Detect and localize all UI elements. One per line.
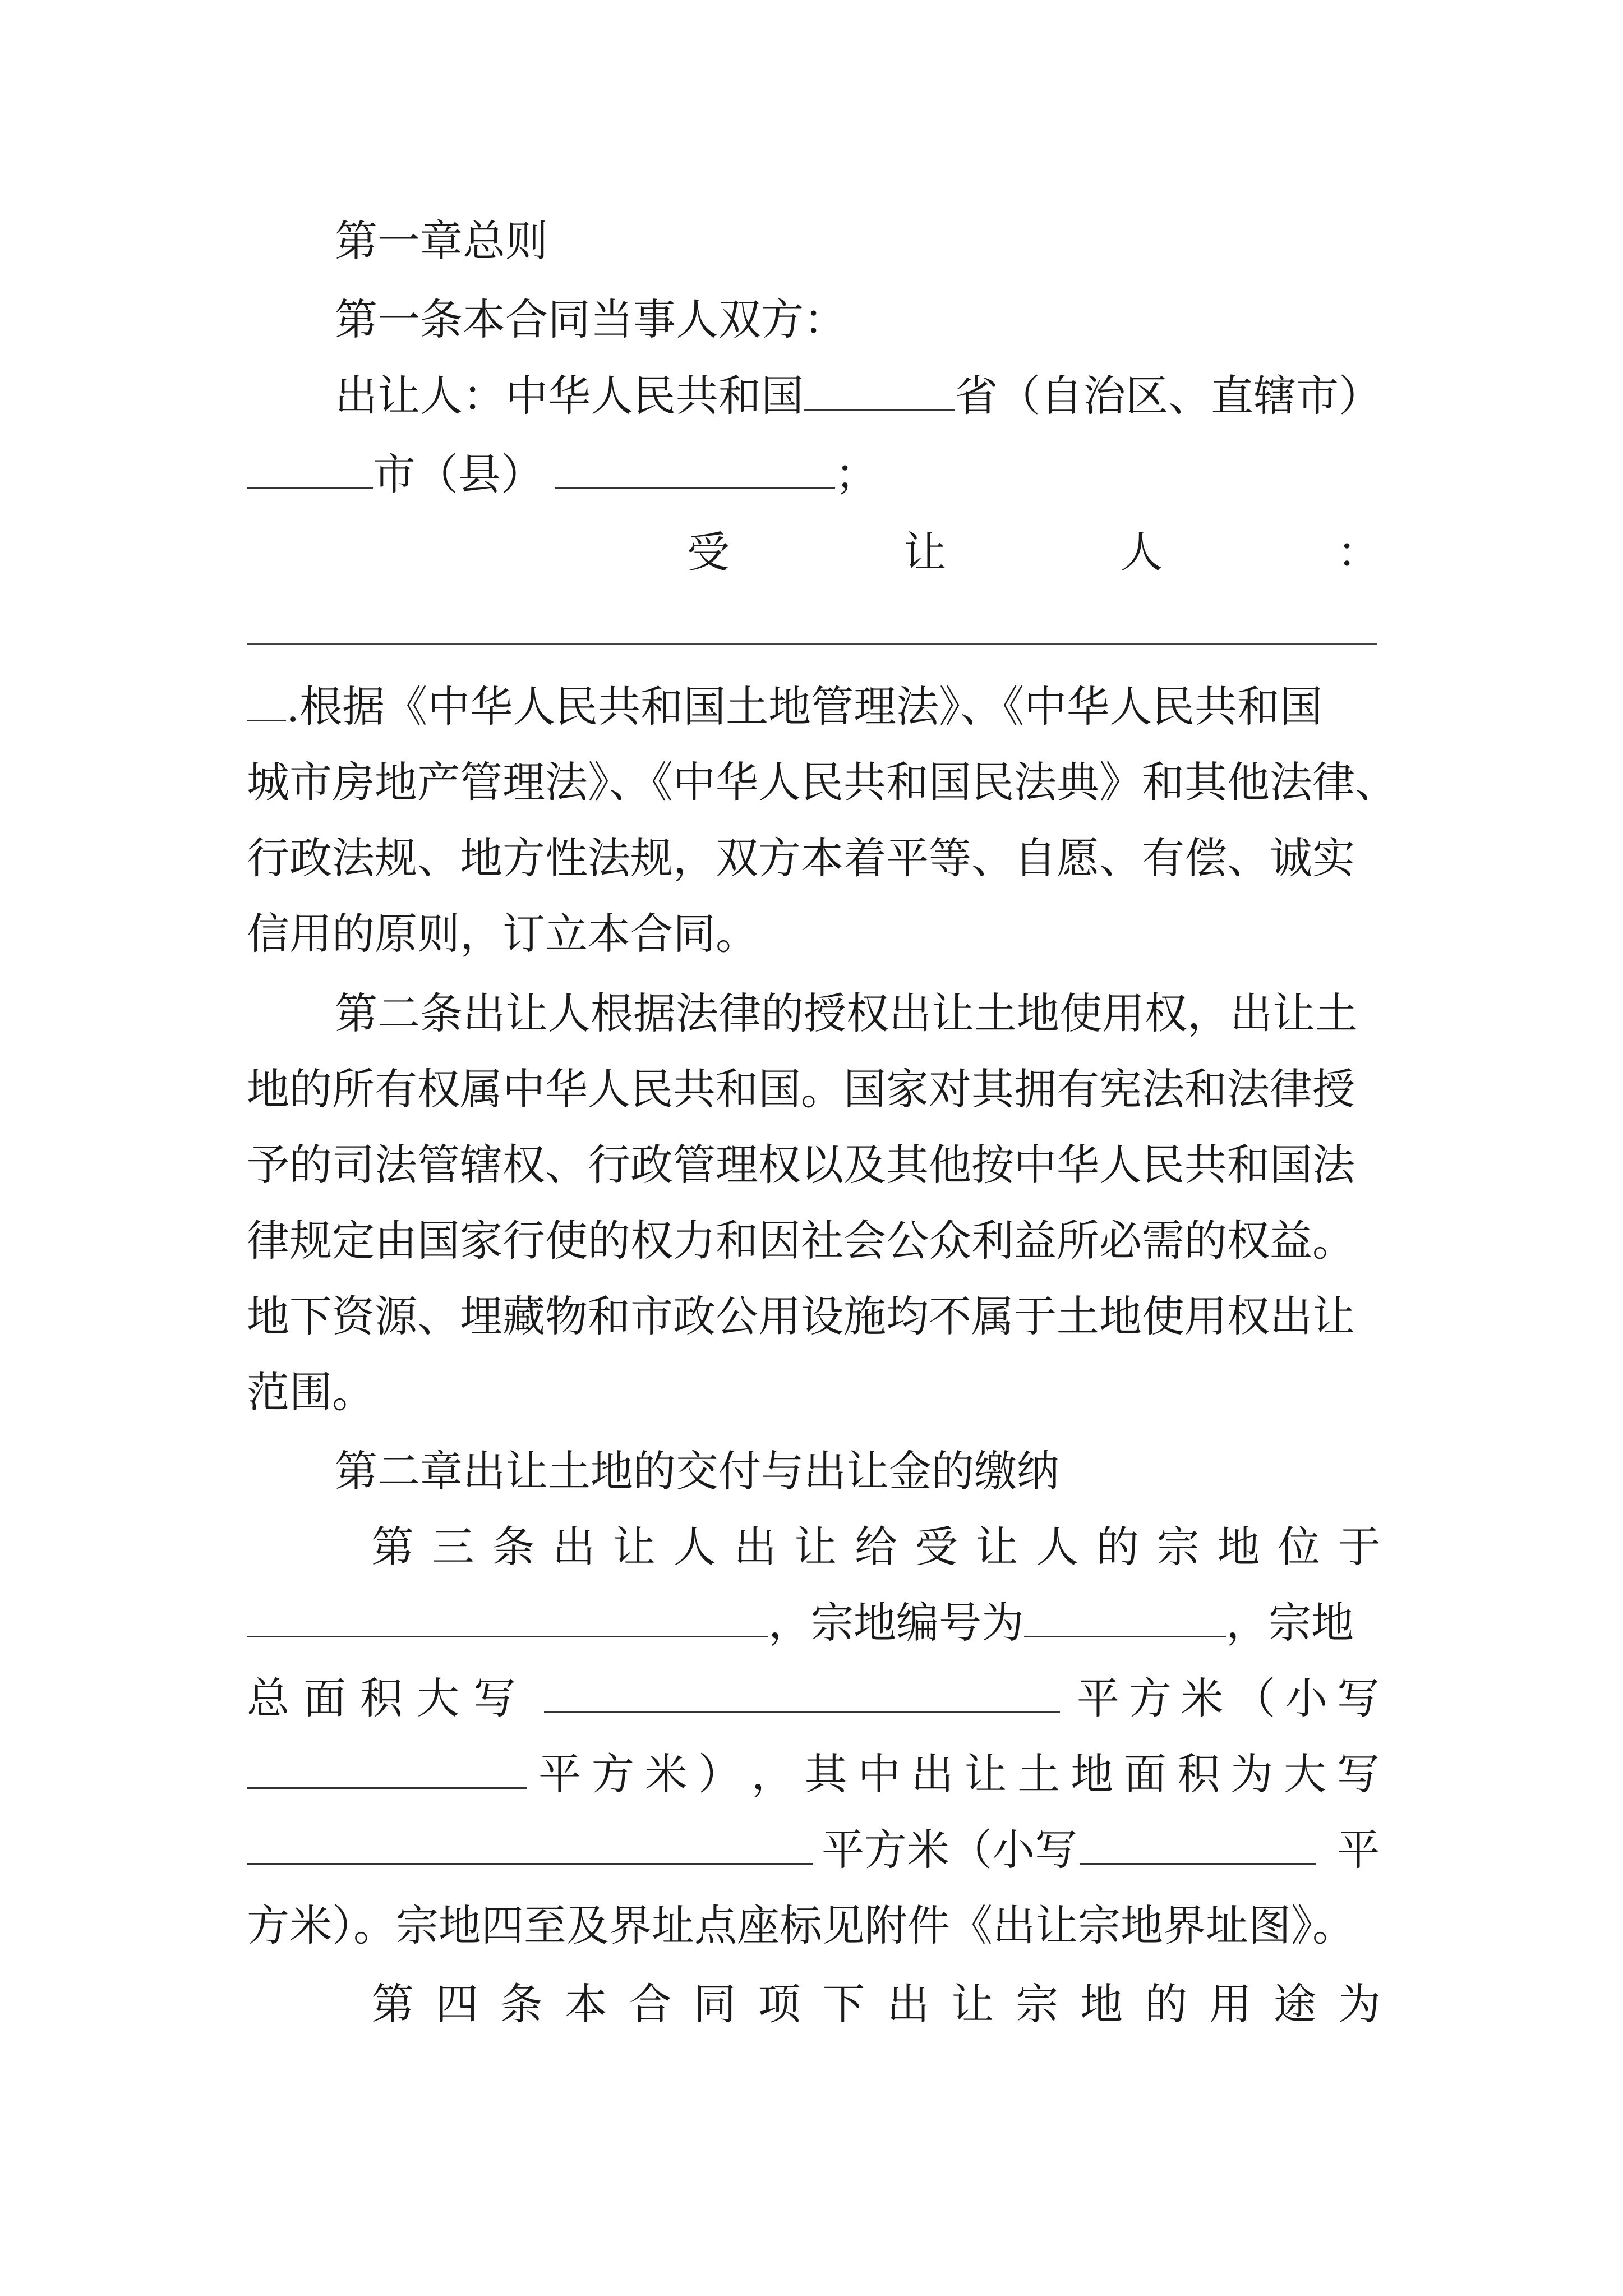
- location-blank[interactable]: [247, 1595, 768, 1637]
- article2-line-4: 律规定由国家行使的权力和因社会公众利益所必需的权益。: [247, 1216, 1355, 1266]
- art3-char: 总: [247, 1673, 289, 1723]
- parcel-no-blank[interactable]: [1024, 1595, 1226, 1637]
- art3-char: 宗: [1156, 1522, 1200, 1572]
- total-area-label: [247, 1671, 516, 1727]
- article3-line-3: [247, 1671, 1380, 1727]
- grantee-tail-blank[interactable]: [247, 679, 286, 721]
- art4-char: 项: [758, 1979, 801, 2029]
- grantee-char: ：: [1336, 527, 1380, 577]
- art3-char: 第: [371, 1522, 414, 1572]
- art3-char: 其: [804, 1749, 847, 1799]
- art3-char: 出: [552, 1522, 596, 1572]
- art3-char: 米: [1181, 1673, 1224, 1723]
- city-blank[interactable]: [247, 447, 373, 489]
- article2-line-6: 范围。: [247, 1367, 375, 1417]
- article2-line-1: 第二条出让人根据法律的授权出让土地使用权，出让土: [335, 988, 1358, 1038]
- art3-char: 出: [734, 1522, 777, 1572]
- art3-char: 地: [1071, 1749, 1114, 1799]
- grantor-end: ；: [835, 449, 878, 499]
- grantor-province: 省（自治区、直辖市）: [955, 371, 1381, 421]
- grantor-city-line: [247, 447, 878, 503]
- art3-char: 人: [673, 1522, 716, 1572]
- grantee-blank-line[interactable]: [247, 643, 1377, 645]
- art4-char: 四: [435, 1979, 478, 2029]
- article3-line-5: [247, 1822, 1380, 1878]
- parcel-no-label: ，宗地编号为: [768, 1598, 1024, 1648]
- art3-char: （: [1233, 1673, 1276, 1723]
- article3-line-1: [371, 1519, 1381, 1575]
- art3-char: ）: [698, 1749, 741, 1799]
- basis-line-4: 信用的原则，订立本合同。: [247, 909, 758, 959]
- art3-char: 让: [964, 1749, 1007, 1799]
- grant-area-blank[interactable]: [247, 1823, 813, 1865]
- art4-char: 本: [564, 1979, 607, 2029]
- art3-char: 平: [1077, 1673, 1119, 1723]
- art3-char: 的: [1096, 1522, 1139, 1572]
- art3-char: 让: [613, 1522, 656, 1572]
- art3-char: 出: [911, 1749, 954, 1799]
- article1-intro: 第一条本合同当事人双方：: [335, 295, 846, 344]
- grantor-prefix: 出让人：中华人民共和国: [335, 371, 804, 421]
- grantor-name-blank[interactable]: [555, 447, 835, 489]
- ping-char: 平: [1337, 1825, 1380, 1875]
- province-blank[interactable]: [804, 369, 955, 411]
- grant-area-label: [538, 1746, 1380, 1802]
- basis-line-2: 城市房地产管理法》、《中华人民共和国民法典》和其他法律、: [247, 757, 1398, 807]
- article2-line-3: 予的司法管辖权、行政管理权以及其他按中华人民共和国法: [247, 1140, 1355, 1190]
- grantor-city: 市（县）: [373, 449, 543, 499]
- basis-line-3: 行政法规、地方性法规，双方本着平等、自愿、有偿、诚实: [247, 833, 1355, 883]
- art4-char: 为: [1338, 1979, 1381, 2029]
- art3-char: 地: [1217, 1522, 1260, 1572]
- art4-char: 第: [371, 1979, 414, 2029]
- grantor-line: [335, 368, 1381, 424]
- art3-char: 小: [1285, 1673, 1328, 1723]
- article2-line-2: 地的所有权属中华人民共和国。国家对其拥有宪法和法律授: [247, 1064, 1355, 1114]
- art3-char: 受: [915, 1522, 958, 1572]
- art3-char: 土: [1017, 1749, 1061, 1799]
- art3-char: 方: [591, 1749, 634, 1799]
- article3-line-6: 方米）。宗地四至及界址点座标见附件《出让宗地界址图》。: [247, 1901, 1355, 1950]
- art4-char: 用: [1209, 1979, 1252, 2029]
- art3-char: 写: [473, 1673, 516, 1723]
- art3-char: 为: [1230, 1749, 1273, 1799]
- art3-char: 位: [1278, 1522, 1321, 1572]
- art4-char: 途: [1273, 1979, 1316, 2029]
- art3-char: 积: [360, 1673, 403, 1723]
- art3-char: 让: [794, 1522, 837, 1572]
- art3-char: 米: [644, 1749, 688, 1799]
- grantee-char: 让: [903, 527, 947, 577]
- chapter1-title: 第一章总则: [335, 216, 548, 266]
- art4-char: 让: [951, 1979, 994, 2029]
- chapter2-title: 第二章出让土地的交付与出让金的缴纳: [335, 1446, 1059, 1496]
- art3-char: 平: [538, 1749, 581, 1799]
- article2-line-5: 地下资源、埋藏物和市政公用设施均不属于土地使用权出让: [247, 1291, 1355, 1341]
- art3-char: 面: [303, 1673, 346, 1723]
- sqm-small-label-2: 平方米（小写: [822, 1825, 1077, 1875]
- art3-char: 让: [975, 1522, 1018, 1572]
- parcel-sep: ，宗地: [1226, 1598, 1354, 1648]
- sqm-small-label: [1077, 1671, 1380, 1727]
- art3-char: ，: [751, 1749, 794, 1799]
- grantee-char: 人: [1120, 527, 1163, 577]
- art3-char: 人: [1036, 1522, 1079, 1572]
- art3-char: 写: [1336, 1673, 1380, 1723]
- grantee-char: 受: [687, 527, 730, 577]
- total-area-blank[interactable]: [544, 1671, 1060, 1713]
- art3-char: 条: [492, 1522, 535, 1572]
- total-area-small-blank[interactable]: [247, 1747, 527, 1789]
- art3-char: 写: [1336, 1749, 1380, 1799]
- art3-char: 中: [857, 1749, 901, 1799]
- grant-area-small-blank[interactable]: [1080, 1823, 1316, 1865]
- art3-char: 三: [431, 1522, 474, 1572]
- basis-text: 根据《中华人民共和国土地管理法》、《中华人民共和国: [299, 682, 1323, 731]
- art3-char: 面: [1124, 1749, 1167, 1799]
- art4-char: 地: [1080, 1979, 1123, 2029]
- basis-dot: .: [286, 682, 300, 731]
- art4-char: 同: [693, 1979, 736, 2029]
- art3-char: 大: [1283, 1749, 1326, 1799]
- art3-char: 积: [1177, 1749, 1220, 1799]
- art4-char: 合: [629, 1979, 672, 2029]
- art4-char: 下: [822, 1979, 865, 2029]
- art4-char: 宗: [1016, 1979, 1059, 2029]
- art4-char: 条: [500, 1979, 543, 2029]
- article3-line-4: [247, 1746, 1380, 1802]
- article4-line-1: [371, 1976, 1381, 2032]
- art3-char: 给: [855, 1522, 897, 1572]
- basis-line-1: [247, 679, 1322, 735]
- article3-line-2: [247, 1595, 1354, 1651]
- art3-char: 方: [1128, 1673, 1172, 1723]
- art3-char: 于: [1338, 1522, 1381, 1572]
- grantee-line: [687, 524, 1380, 581]
- art4-char: 出: [887, 1979, 930, 2029]
- art3-char: 大: [417, 1673, 459, 1723]
- art4-char: 的: [1145, 1979, 1188, 2029]
